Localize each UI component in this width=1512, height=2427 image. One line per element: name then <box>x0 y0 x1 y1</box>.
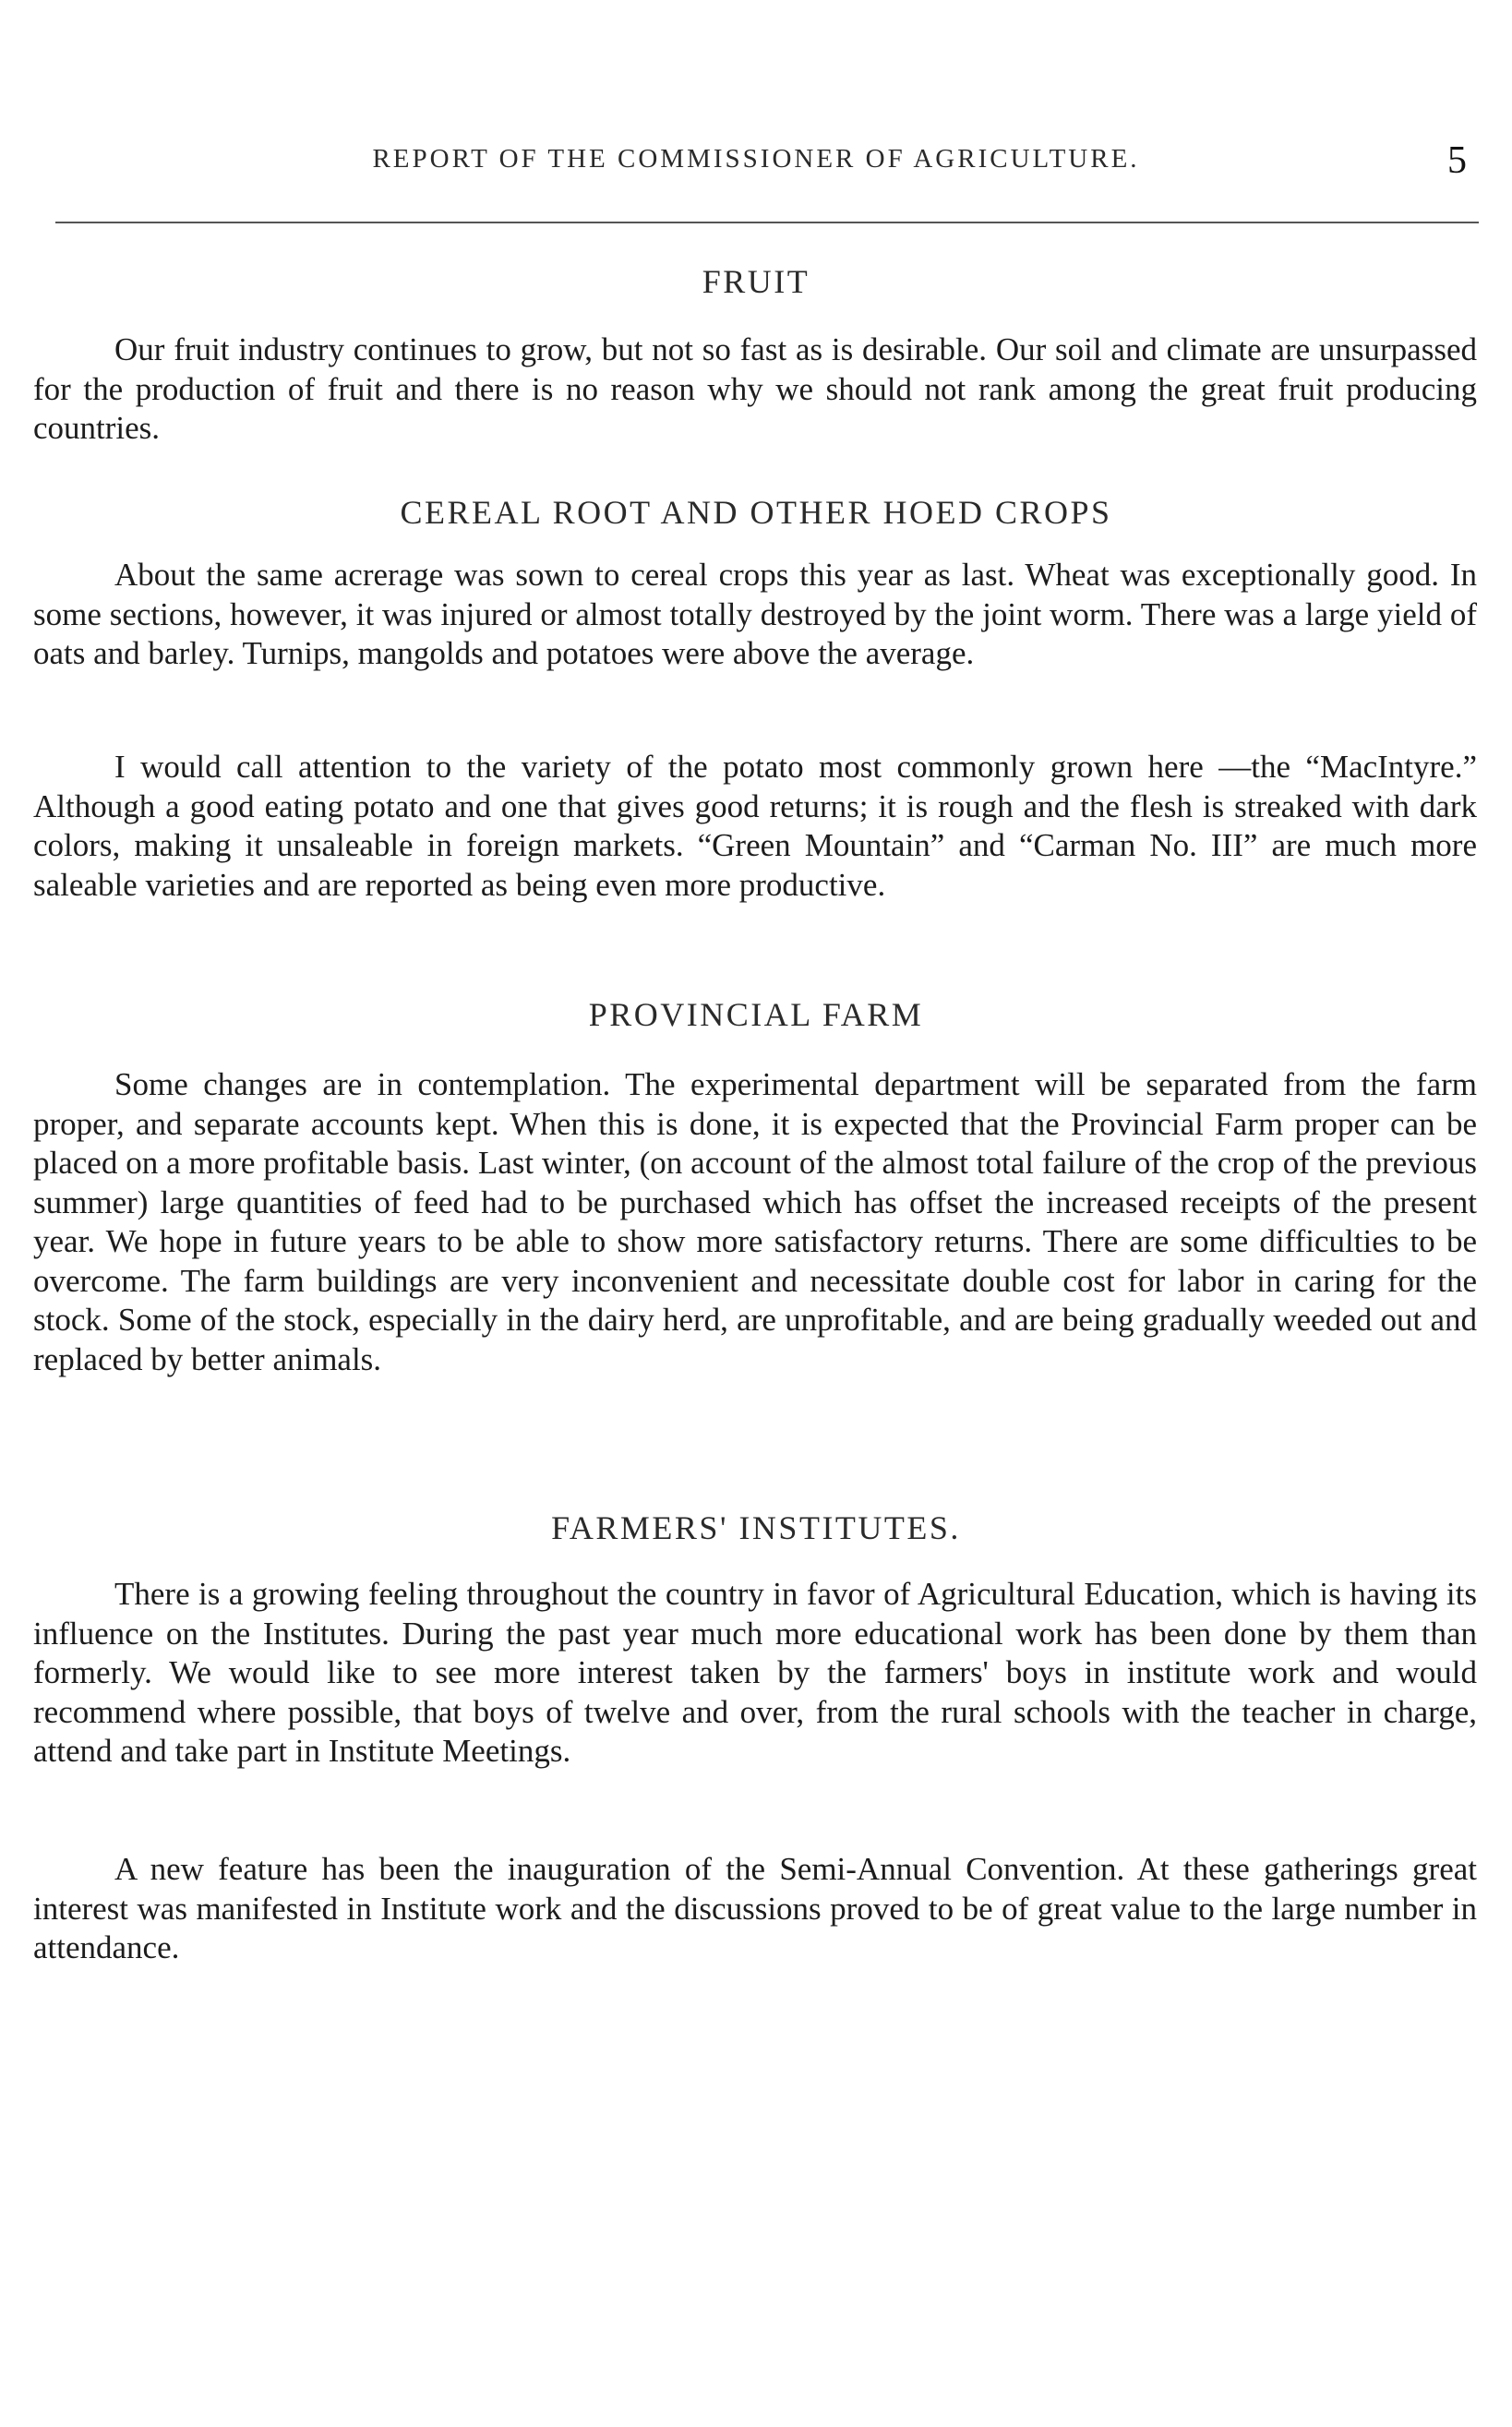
paragraph-provincial-farm <box>33 1065 1477 1379</box>
section-heading-fruit: FRUIT <box>702 263 810 300</box>
section-heading-farmers-institutes: FARMERS' INSTITUTES. <box>551 1509 961 1546</box>
running-header-title: REPORT OF THE COMMISSIONER OF AGRICULTURE. <box>372 144 1140 174</box>
paragraph-text: There is a growing feeling throughout the country in favor of Agricultural Education, which is having its influence on the Institutes. During the past year much more educational work has been done by them than formerly. We would like to see more interest taken by the farmers' boys in institute work and would recommend where possible, that boys of twelve and over, from the rural schools with the teacher in charge, attend and take part in Institute Meetings. <box>33 1576 1477 1769</box>
paragraph-agricultural-education <box>33 1575 1477 1772</box>
paragraph-fruit <box>33 330 1477 449</box>
page-number: 5 <box>1447 139 1467 182</box>
paragraph-text: About the same acrerage was sown to cereal crops this year as last. Wheat was exceptionally good. In some sections, however, it was injured or almost totally destroyed by the joint worm. There was a large yield of oats and barley. Turnips, mangolds and potatoes were above the average. <box>33 557 1477 671</box>
paragraph-text: Our fruit industry continues to grow, but not so fast as is desirable. Our soil and climate are unsurpassed for the production of fruit and there is no reason why we should not rank among the great fruit producing countries. <box>33 331 1477 446</box>
paragraph-text: A new feature has been the inauguration of the Semi-Annual Convention. At these gatherings great interest was manifested in Institute work and the discussions proved to be of great value to the large number in attendance. <box>33 1851 1477 1965</box>
section-heading-provincial-farm: PROVINCIAL FARM <box>588 996 924 1033</box>
paragraph-potato-variety <box>33 748 1477 905</box>
section-heading-cereal-crops: CEREAL ROOT AND OTHER HOED CROPS <box>400 494 1112 531</box>
paragraph-text: I would call attention to the variety of the potato most commonly grown here —the “MacIntyre.” Although a good eating potato and one that gives good returns; it is rough and the flesh is streaked with dark colors, making it unsaleable in foreign markets. “Green Mountain” and “Carman No. III” are much more saleable varieties and are reported as being even more productive. <box>33 749 1477 903</box>
paragraph-text: Some changes are in contemplation. The experimental department will be separated from the farm proper, and separate accounts kept. When this is done, it is expected that the Provincial Farm proper can be placed on a more profitable basis. Last winter, (on account of the almost total failure of the crop of the previous summer) large quantities of feed had to be purchased which has offset the increased receipts of the present year. We hope in future years to be able to show more satisfactory returns. There are some difficulties to be overcome. The farm buildings are very inconvenient and necessitate double cost for labor in caring for the stock. Some of the stock, especially in the dairy herd, are unprofitable, and are being gradually weeded out and replaced by better animals. <box>33 1066 1477 1377</box>
paragraph-semi-annual-convention <box>33 1850 1477 1968</box>
paragraph-cereal-crops <box>33 556 1477 674</box>
header-rule <box>55 222 1479 223</box>
